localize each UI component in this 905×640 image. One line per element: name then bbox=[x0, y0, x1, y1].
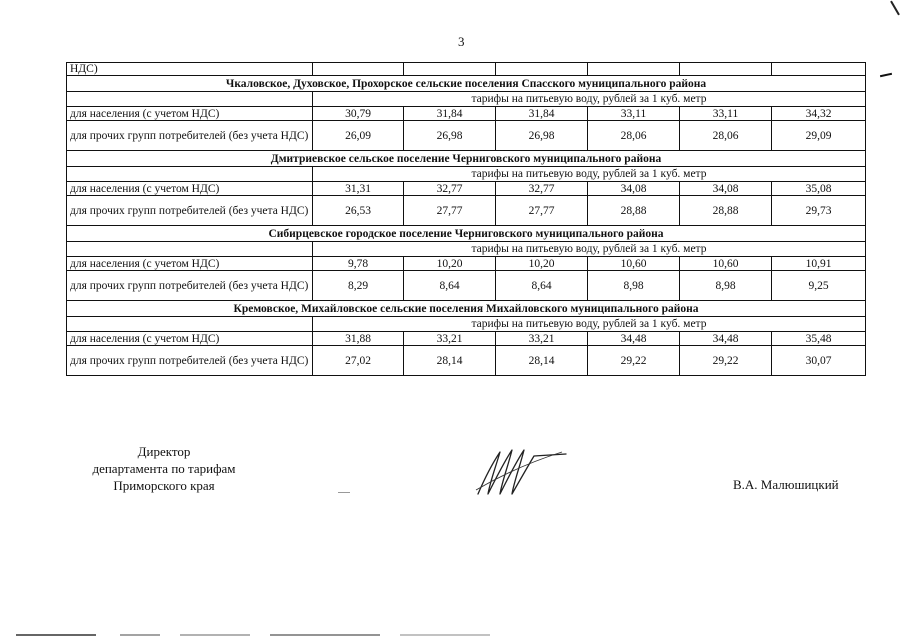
tariff-value: 34,48 bbox=[588, 332, 680, 346]
section-subtitle-row bbox=[67, 92, 866, 107]
tariff-value: 32,77 bbox=[404, 182, 496, 196]
tariff-value: 26,53 bbox=[313, 196, 404, 226]
row-label: НДС) bbox=[67, 63, 313, 76]
table-row bbox=[67, 107, 866, 121]
signer-name: В.А. Малюшицкий bbox=[733, 477, 839, 492]
section-subtitle: тарифы на питьевую воду, рублей за 1 куб. метр bbox=[313, 317, 866, 332]
tariff-value: 35,08 bbox=[772, 182, 866, 196]
tariff-value: 30,79 bbox=[313, 107, 404, 121]
section-subtitle-row bbox=[67, 317, 866, 332]
empty-cell bbox=[67, 92, 313, 107]
tariff-value: 10,60 bbox=[588, 257, 680, 271]
signer-title bbox=[74, 443, 254, 494]
scan-artifact bbox=[270, 634, 380, 636]
scan-artifact bbox=[120, 634, 160, 636]
tariff-value: 29,22 bbox=[588, 346, 680, 376]
table-row bbox=[67, 121, 866, 151]
tariff-value: 29,22 bbox=[680, 346, 772, 376]
table-row bbox=[67, 182, 866, 196]
table-row bbox=[67, 257, 866, 271]
tariff-value: 34,48 bbox=[680, 332, 772, 346]
section-title: Кремовское, Михайловское сельские поселения Михайловского муниципального района bbox=[67, 301, 866, 317]
table-row-continued bbox=[67, 63, 866, 76]
tariff-value: 10,20 bbox=[496, 257, 588, 271]
tariff-value: 34,08 bbox=[680, 182, 772, 196]
row-label: для населения (с учетом НДС) bbox=[67, 182, 313, 196]
tariff-value: 28,88 bbox=[588, 196, 680, 226]
section-subtitle: тарифы на питьевую воду, рублей за 1 куб. метр bbox=[313, 167, 866, 182]
tariff-value: 31,84 bbox=[496, 107, 588, 121]
scan-artifact bbox=[180, 634, 250, 636]
tariff-value: 33,21 bbox=[404, 332, 496, 346]
section-subtitle: тарифы на питьевую воду, рублей за 1 куб. метр bbox=[313, 242, 866, 257]
empty-cell bbox=[67, 242, 313, 257]
tariff-table-body bbox=[67, 63, 866, 376]
table-row bbox=[67, 196, 866, 226]
table-row bbox=[67, 271, 866, 301]
tariff-value: 8,64 bbox=[496, 271, 588, 301]
tariff-value: 33,11 bbox=[588, 107, 680, 121]
tariff-value: 28,14 bbox=[496, 346, 588, 376]
section-header-row bbox=[67, 151, 866, 167]
faint-mark bbox=[338, 492, 350, 493]
tariff-value: 30,07 bbox=[772, 346, 866, 376]
empty-cell bbox=[588, 63, 680, 76]
tariff-value: 26,98 bbox=[496, 121, 588, 151]
signer-title-line2: департамента по тарифам bbox=[92, 461, 236, 476]
tariff-value: 31,84 bbox=[404, 107, 496, 121]
tariff-value: 35,48 bbox=[772, 332, 866, 346]
section-subtitle: тарифы на питьевую воду, рублей за 1 куб. метр bbox=[313, 92, 866, 107]
tariff-value: 9,78 bbox=[313, 257, 404, 271]
section-subtitle-row bbox=[67, 167, 866, 182]
tariff-value: 27,77 bbox=[404, 196, 496, 226]
tariff-value: 31,31 bbox=[313, 182, 404, 196]
row-label: для населения (с учетом НДС) bbox=[67, 257, 313, 271]
section-title: Сибирцевское городское поселение Черниговского муниципального района bbox=[67, 226, 866, 242]
tariff-value: 26,09 bbox=[313, 121, 404, 151]
tariff-value: 34,32 bbox=[772, 107, 866, 121]
empty-cell bbox=[313, 63, 404, 76]
scan-artifact bbox=[16, 634, 96, 636]
tariff-value: 10,20 bbox=[404, 257, 496, 271]
scan-edge-mark bbox=[880, 72, 894, 80]
table-row bbox=[67, 332, 866, 346]
row-label: для прочих групп потребителей (без учета НДС) bbox=[67, 121, 313, 151]
signer-title-line3: Приморского края bbox=[113, 478, 215, 493]
tariff-table bbox=[66, 62, 866, 376]
section-title: Дмитриевское сельское поселение Черниговского муниципального района bbox=[67, 151, 866, 167]
tariff-value: 32,77 bbox=[496, 182, 588, 196]
tariff-value: 8,64 bbox=[404, 271, 496, 301]
scan-artifact bbox=[400, 634, 490, 636]
tariff-value: 33,11 bbox=[680, 107, 772, 121]
tariff-value: 28,06 bbox=[680, 121, 772, 151]
section-header-row bbox=[67, 76, 866, 92]
row-label: для населения (с учетом НДС) bbox=[67, 332, 313, 346]
empty-cell bbox=[680, 63, 772, 76]
table-row bbox=[67, 346, 866, 376]
tariff-value: 31,88 bbox=[313, 332, 404, 346]
tariff-value: 10,91 bbox=[772, 257, 866, 271]
row-label: для населения (с учетом НДС) bbox=[67, 107, 313, 121]
tariff-value: 8,98 bbox=[680, 271, 772, 301]
tariff-value: 28,88 bbox=[680, 196, 772, 226]
empty-cell bbox=[67, 167, 313, 182]
page-number: 3 bbox=[458, 34, 465, 49]
tariff-value: 29,09 bbox=[772, 121, 866, 151]
empty-cell bbox=[404, 63, 496, 76]
empty-cell bbox=[496, 63, 588, 76]
tariff-value: 8,98 bbox=[588, 271, 680, 301]
empty-cell bbox=[772, 63, 866, 76]
tariff-value: 26,98 bbox=[404, 121, 496, 151]
handwritten-signature bbox=[470, 440, 570, 500]
signer-title-line1: Директор bbox=[137, 444, 191, 459]
section-title: Чкаловское, Духовское, Прохорское сельские поселения Спасского муниципального района bbox=[67, 76, 866, 92]
tariff-value: 28,06 bbox=[588, 121, 680, 151]
tariff-value: 27,77 bbox=[496, 196, 588, 226]
scan-corner-mark bbox=[892, 0, 905, 14]
tariff-value: 28,14 bbox=[404, 346, 496, 376]
tariff-value: 27,02 bbox=[313, 346, 404, 376]
section-header-row bbox=[67, 226, 866, 242]
row-label: для прочих групп потребителей (без учета НДС) bbox=[67, 196, 313, 226]
section-header-row bbox=[67, 301, 866, 317]
tariff-value: 9,25 bbox=[772, 271, 866, 301]
empty-cell bbox=[67, 317, 313, 332]
row-label: для прочих групп потребителей (без учета НДС) bbox=[67, 346, 313, 376]
row-label: для прочих групп потребителей (без учета НДС) bbox=[67, 271, 313, 301]
tariff-value: 33,21 bbox=[496, 332, 588, 346]
tariff-value: 10,60 bbox=[680, 257, 772, 271]
tariff-value: 8,29 bbox=[313, 271, 404, 301]
tariff-value: 34,08 bbox=[588, 182, 680, 196]
section-subtitle-row bbox=[67, 242, 866, 257]
tariff-value: 29,73 bbox=[772, 196, 866, 226]
